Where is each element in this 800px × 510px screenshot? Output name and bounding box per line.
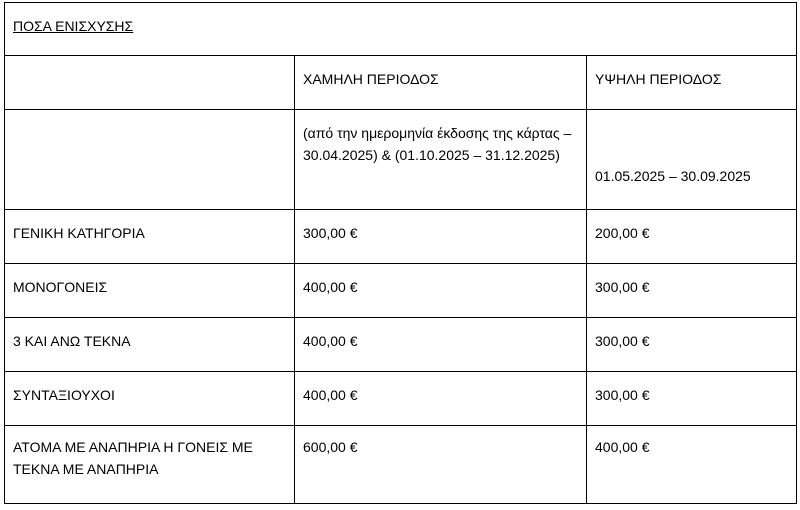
category-cell: 3 ΚΑΙ ΑΝΩ ΤΕΚΝΑ (5, 318, 295, 372)
table-row (5, 264, 797, 318)
period-dates-row (5, 110, 797, 210)
low-amount-cell: 600,00 € (295, 426, 587, 504)
high-amount-cell: 200,00 € (587, 210, 797, 264)
header-high-period: ΥΨΗΛΗ ΠΕΡΙΟΔΟΣ (587, 56, 797, 110)
category-cell: ΣΥΝΤΑΞΙΟΥΧΟΙ (5, 372, 295, 426)
table-title: ΠΟΣΑ ΕΝΙΣΧΥΣΗΣ (13, 18, 134, 34)
table-row (5, 318, 797, 372)
low-amount-cell: 400,00 € (295, 372, 587, 426)
high-amount-cell: 400,00 € (587, 426, 797, 504)
high-amount-cell: 300,00 € (587, 372, 797, 426)
category-cell: ΑΤΟΜΑ ΜΕ ΑΝΑΠΗΡΙΑ Η ΓΟΝΕΙΣ ΜΕ ΤΕΚΝΑ ΜΕ ΑΝΑΠΗΡΙΑ (5, 426, 295, 504)
header-low-period: ΧΑΜΗΛΗ ΠΕΡΙΟΔΟΣ (295, 56, 587, 110)
table-row (5, 210, 797, 264)
low-period-dates: (από την ημερομηνία έκδοσης της κάρτας – 30.04.2025) & (01.10.2025 – 31.12.2025) (295, 110, 587, 210)
table-row (5, 426, 797, 504)
table-row (5, 372, 797, 426)
low-amount-cell: 400,00 € (295, 264, 587, 318)
category-cell: ΜΟΝΟΓΟΝΕΙΣ (5, 264, 295, 318)
category-cell: ΓΕΝΙΚΗ ΚΑΤΗΓΟΡΙΑ (5, 210, 295, 264)
low-amount-cell: 300,00 € (295, 210, 587, 264)
subsidy-table (4, 2, 797, 504)
table-title-cell (5, 3, 797, 56)
high-amount-cell: 300,00 € (587, 318, 797, 372)
title-row (5, 3, 797, 56)
high-amount-cell: 300,00 € (587, 264, 797, 318)
subsidy-amounts-document (4, 2, 796, 506)
header-row (5, 56, 797, 110)
high-period-dates: 01.05.2025 – 30.09.2025 (587, 110, 797, 210)
low-amount-cell: 400,00 € (295, 318, 587, 372)
dates-empty-cell (5, 110, 295, 210)
header-empty-cell (5, 56, 295, 110)
